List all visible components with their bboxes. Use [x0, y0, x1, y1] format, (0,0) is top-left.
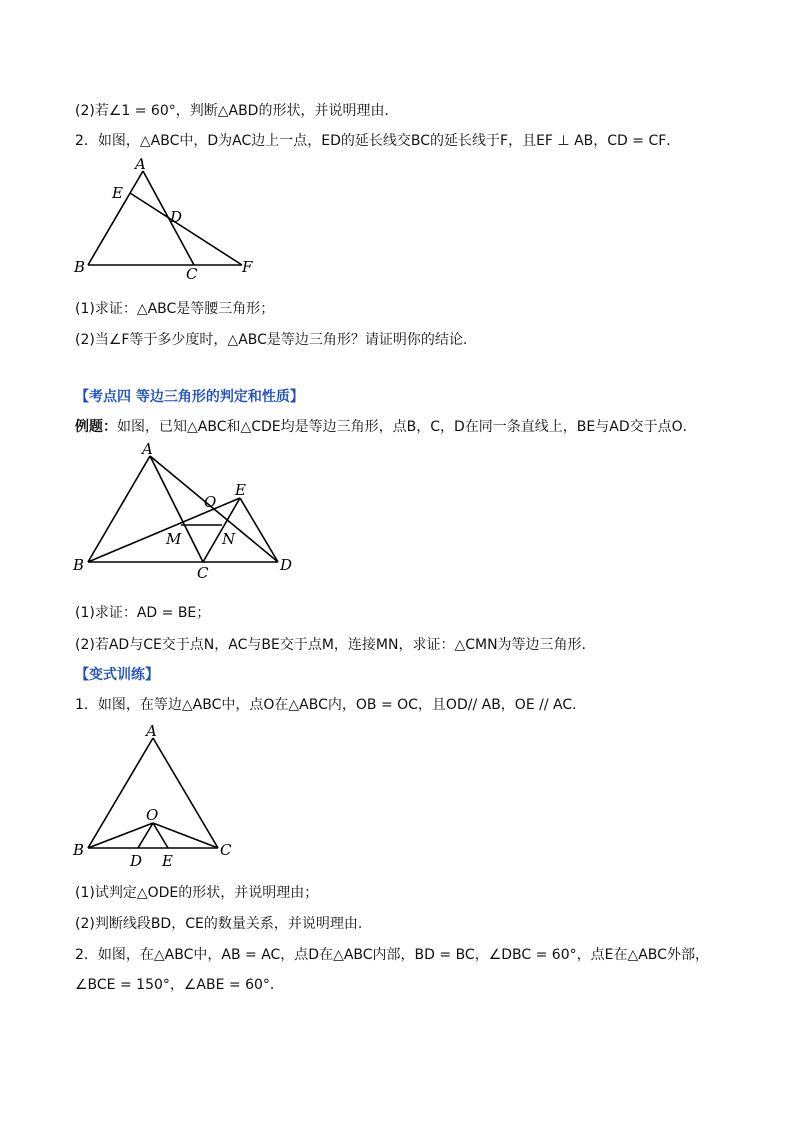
fig1-label-a: A: [135, 155, 146, 173]
section-heading-4: 【考点四 等边三角形的判定和性质】: [75, 389, 304, 405]
fig1-label-b: B: [74, 258, 86, 276]
example-part2: (2)若AD与CE交于点N，AC与BE交于点M，连接MN，求证：△CMN为等边三角形.: [75, 637, 587, 653]
fig3-label-e: E: [162, 852, 173, 870]
variant-1-part2: (2)判断线段BD，CE的数量关系，并说明理由.: [75, 916, 363, 932]
fig3-label-d: D: [130, 852, 143, 870]
fig1-label-e: E: [112, 184, 123, 202]
fig2-label-d: D: [280, 556, 293, 574]
figure-equilateral-with-point-o: [70, 720, 250, 870]
variant-2-statement: 2．如图，在△ABC中，AB = AC，点D在△ABC内部，BD = BC，∠DBC = 60°，点E在△ABC外部，: [75, 947, 709, 963]
problem-2-part2b: (2)当∠F等于多少度时，△ABC是等边三角形？请证明你的结论.: [75, 332, 468, 348]
fig2-label-o: O: [204, 493, 217, 511]
problem-2-part1: (1)求证：△ABC是等腰三角形；: [75, 301, 275, 317]
fig3-label-c: C: [220, 841, 232, 859]
variant-1-statement: 1．如图，在等边△ABC中，点O在△ABC内，OB = OC，且OD// AB，OE // AC．: [75, 697, 587, 713]
example-part1: (1)求证：AD = BE；: [75, 605, 211, 621]
fig3-label-b: B: [73, 841, 85, 859]
example-label: 例题：: [75, 419, 117, 435]
figure-two-equilateral-triangles: [70, 440, 310, 580]
section-heading-variant: 【变式训练】: [75, 667, 159, 683]
fig2-label-b: B: [73, 556, 85, 574]
example-text: 如图，已知△ABC和△CDE均是等边三角形，点B，C，D在同一条直线上，BE与AD交于点O．: [117, 419, 697, 435]
fig1-label-c: C: [186, 265, 198, 280]
fig2-label-c: C: [197, 564, 209, 580]
example-statement: [75, 418, 697, 436]
fig2-label-e: E: [235, 481, 246, 499]
fig2-label-n: N: [222, 530, 236, 548]
figure-isosceles-triangle: [70, 155, 270, 280]
fig3-label-a: A: [146, 722, 157, 740]
fig2-label-a: A: [142, 440, 153, 458]
problem-2-statement: 2．如图，△ABC中，D为AC边上一点，ED的延长线交BC的延长线于F，且EF ⊥ AB，CD = CF．: [75, 133, 681, 149]
variant-2-statement-cont: ∠BCE = 150°，∠ABE = 60°．: [75, 977, 284, 993]
fig2-label-m: M: [166, 530, 182, 548]
problem-2-part2: (2)若∠1 = 60°，判断△ABD的形状，并说明理由.: [75, 103, 389, 119]
fig1-label-d: D: [170, 208, 183, 226]
variant-1-part1: (1)试判定△ODE的形状，并说明理由；: [75, 885, 319, 901]
fig3-label-o: O: [146, 806, 159, 824]
fig1-label-f: F: [242, 258, 253, 276]
